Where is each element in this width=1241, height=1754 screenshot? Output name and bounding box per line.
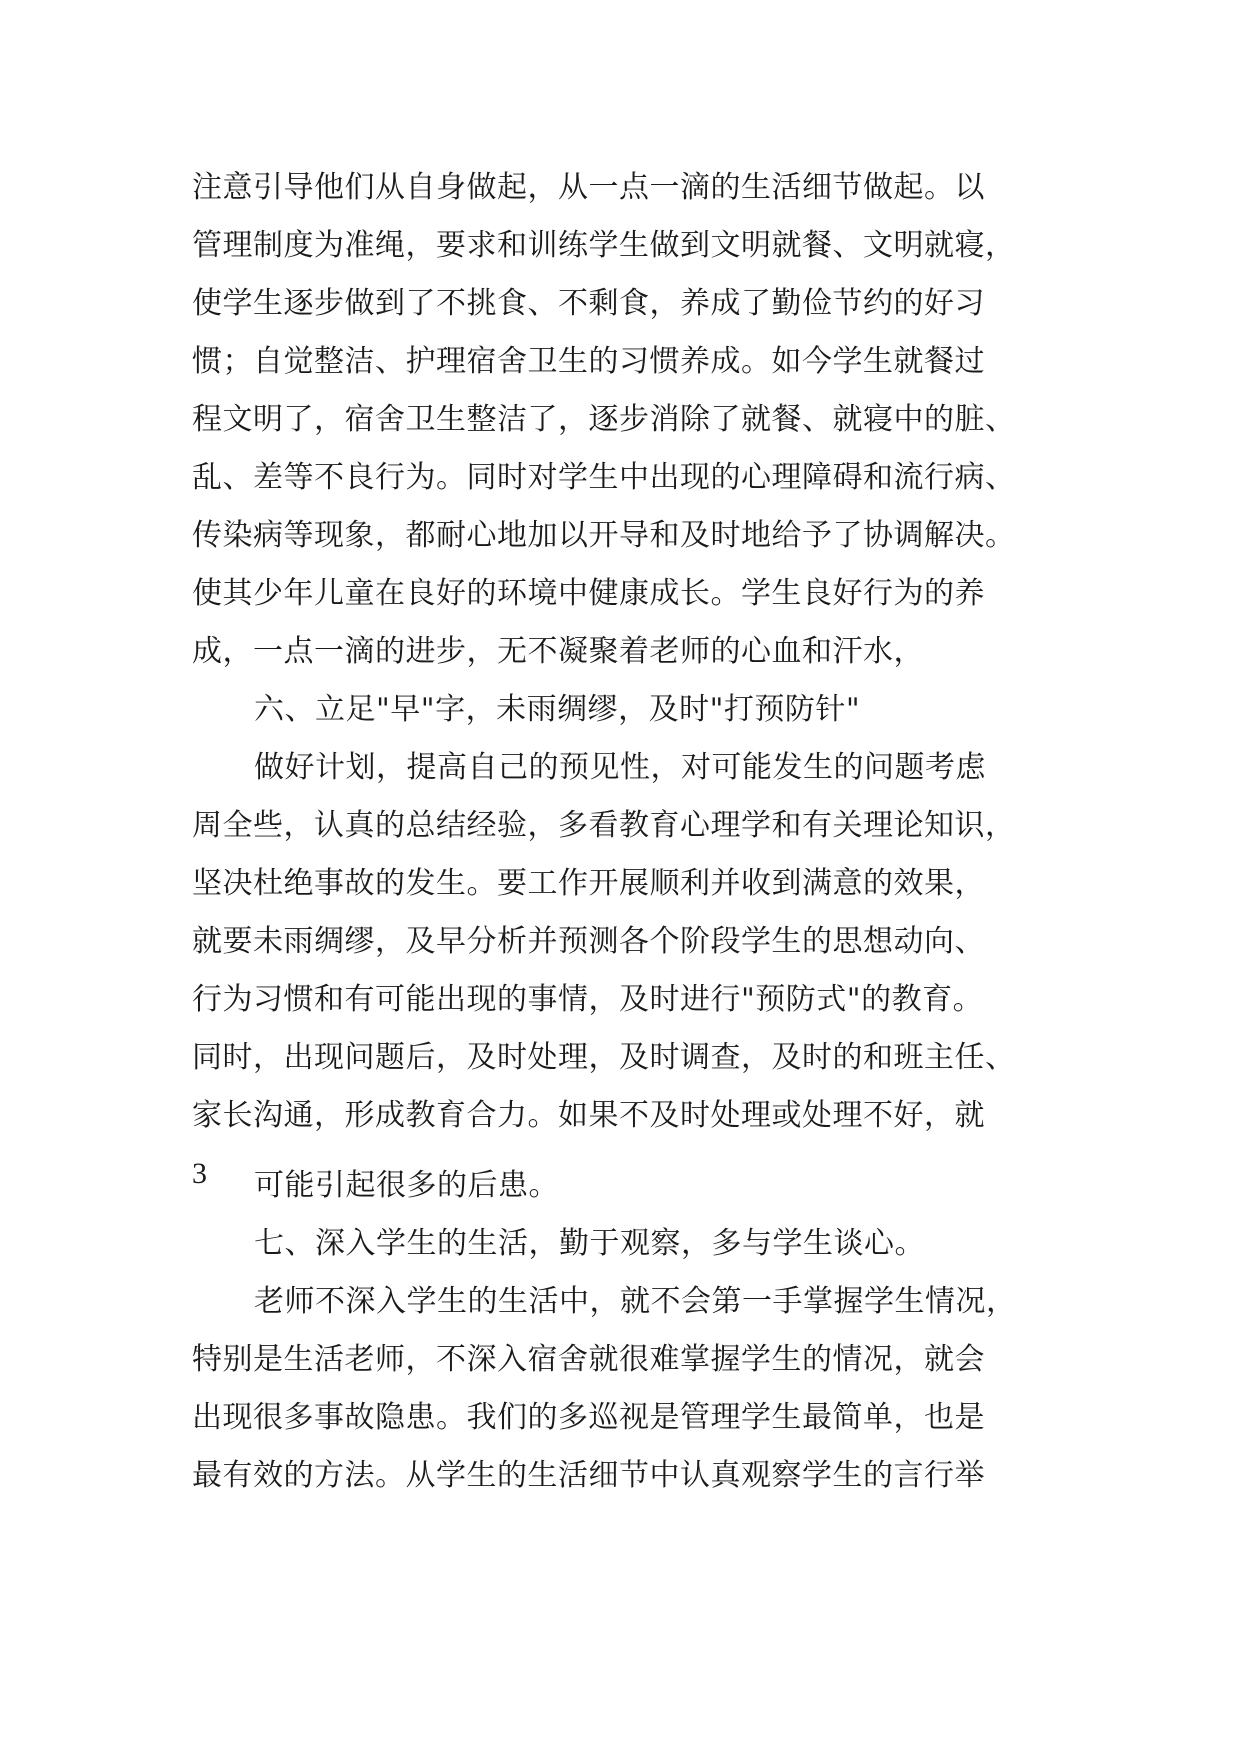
body-line: 传染病等现象，都耐心地加以开导和及时地给予了协调解决。: [192, 518, 1016, 553]
body-line: 管理制度为准绳，要求和训练学生做到文明就餐、文明就寝，: [192, 228, 1016, 263]
body-line: 坚决杜绝事故的发生。要工作开展顺利并收到满意的效果，: [192, 866, 985, 901]
body-line: 惯；自觉整洁、护理宿舍卫生的习惯养成。如今学生就餐过: [192, 344, 985, 379]
body-line: 注意引导他们从自身做起，从一点一滴的生活细节做起。以: [192, 170, 985, 205]
paragraph-start: 老师不深入学生的生活中，就不会第一手掌握学生情况，: [254, 1284, 1017, 1319]
page-1-body: [192, 159, 1054, 1203]
body-line: 周全些，认真的总结经验，多看教育心理学和有关理论知识，: [192, 808, 1016, 843]
section-heading-6: 六、立足"早"字，未雨绸缪，及时"打预防针": [254, 692, 861, 727]
paragraph-start: 做好计划，提高自己的预见性，对可能发生的问题考虑: [254, 750, 986, 785]
body-line: 程文明了，宿舍卫生整洁了，逐步消除了就餐、就寝中的脏、: [192, 402, 1016, 437]
body-line: 家长沟通，形成教育合力。如果不及时处理或处理不好，就: [192, 1098, 985, 1133]
body-line: 就要未雨绸缪，及早分析并预测各个阶段学生的思想动向、: [192, 924, 985, 959]
body-line: 成，一点一滴的进步，无不凝聚着老师的心血和汗水，: [192, 634, 924, 669]
section-heading-7: 七、深入学生的生活，勤于观察，多与学生谈心。: [254, 1226, 925, 1261]
body-line: 使其少年儿童在良好的环境中健康成长。学生良好行为的养: [192, 576, 985, 611]
page-2-body: [192, 1157, 1054, 1505]
body-line: 使学生逐步做到了不挑食、不剩食，养成了勤俭节约的好习: [192, 286, 985, 321]
body-line: 出现很多事故隐患。我们的多巡视是管理学生最简单，也是: [192, 1400, 985, 1435]
body-line: 特别是生活老师，不深入宿舍就很难掌握学生的情况，就会: [192, 1342, 985, 1377]
body-line: 最有效的方法。从学生的生活细节中认真观察学生的言行举: [192, 1458, 985, 1493]
page-number: 3: [192, 1157, 208, 1190]
body-line: 行为习惯和有可能出现的事情，及时进行"预防式"的教育。: [192, 982, 984, 1017]
body-line: 乱、差等不良行为。同时对学生中出现的心理障碍和流行病、: [192, 460, 1016, 495]
paragraph-continuation: 可能引起很多的后患。: [254, 1168, 559, 1203]
body-line: 同时，出现问题后，及时处理，及时调查，及时的和班主任、: [192, 1040, 1016, 1075]
